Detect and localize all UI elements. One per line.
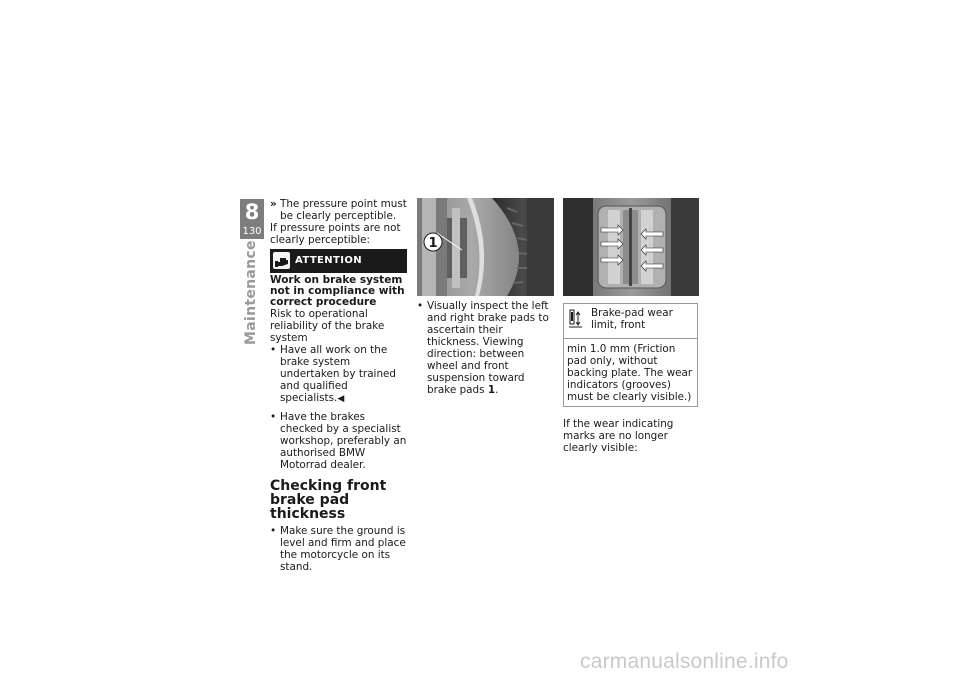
- warning-heading: Work on brake system not in compliance with correct procedure: [270, 274, 405, 308]
- text-column-2: [417, 300, 554, 402]
- spec-header: [564, 304, 697, 339]
- brake-pad-photo: [563, 198, 699, 296]
- list-item: [270, 525, 410, 573]
- list-item: • Visually inspect the left and right brake pads to ascertain their thickness. Viewing direction: between wheel and front suspension toward brake pads 1.: [417, 300, 554, 396]
- section-title-vertical: Maintenance: [243, 240, 259, 345]
- result-pressure-point: » The pressure point must be clearly perceptible.: [270, 198, 410, 222]
- photo-callout-1: 1: [428, 236, 438, 251]
- watermark: carmanualsonline.info: [580, 650, 789, 673]
- list-item-text: Have the brakes checked by a specialist workshop, preferably an authorised BMW Motorrad dealer.: [280, 411, 407, 471]
- attention-banner: [270, 249, 407, 273]
- chapter-number: 8: [244, 200, 260, 224]
- condition-text: If the wear indicating marks are no longer clearly visible:: [563, 418, 674, 454]
- warning-text: Risk to operational reliability of the brake system: [270, 308, 385, 344]
- list-item: [270, 344, 410, 405]
- attention-label: ATTENTION: [295, 255, 363, 266]
- hand-pointer-icon: [273, 252, 290, 269]
- spec-value: min 1.0 mm (Friction pad only, without backing plate. The wear indicators (grooves) must be clearly visible.): [567, 343, 693, 403]
- end-of-warning-icon: ◀: [337, 394, 345, 404]
- text-column-1: [270, 198, 410, 579]
- page-number: 130: [242, 226, 262, 237]
- section-heading: Checking front brake pad thickness: [270, 478, 387, 522]
- list-item: [270, 411, 410, 471]
- text-column-3: [563, 303, 700, 454]
- list-item-text: Have all work on the brake system undertaken by trained and qualified specialists.: [280, 344, 397, 404]
- list-item-text: Make sure the ground is level and firm and place the motorcycle on its stand.: [280, 525, 406, 573]
- spec-box: [563, 303, 698, 407]
- list-item-text: Visually inspect the left and right brake pads to ascertain their thickness. Viewing direction: between wheel and front suspension toward brake pads: [427, 300, 549, 396]
- front-wheel-photo: [417, 198, 554, 296]
- spec-title: Brake-pad wear limit, front: [591, 307, 673, 331]
- condition-text: If pressure points are not clearly perceptible:: [270, 222, 401, 246]
- brake-pad-limit-icon: [569, 309, 583, 329]
- callout-reference: 1: [487, 384, 496, 396]
